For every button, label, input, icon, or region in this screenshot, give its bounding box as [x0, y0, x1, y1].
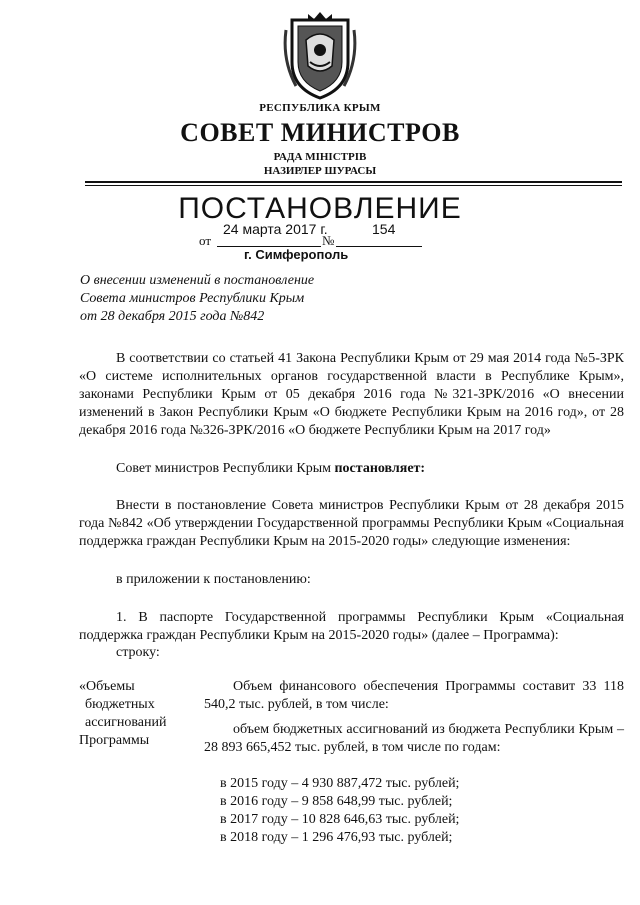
council-name-ua: РАДА МІНІСТРІВ	[273, 151, 367, 163]
year-line: в 2017 году – 10 828 646,63 тыс. рублей;	[220, 812, 460, 827]
year-line: в 2015 году – 4 930 887,472 тыс. рублей;	[220, 776, 460, 791]
doc-title-line: Совета министров Республики Крым	[80, 291, 305, 306]
item-one-paragraph: 1. В паспорте Государственной программы Республики Крым «Социальная поддержка граждан Республики Крым на 2015-2020 годы» (далее – Программа):	[79, 610, 624, 643]
doc-title-line: О внесении изменений в постановление	[80, 273, 315, 288]
year-line: в 2018 году – 1 296 476,93 тыс. рублей;	[220, 830, 453, 845]
left-line: Программы	[79, 733, 150, 748]
city-label: г. Симферополь	[244, 247, 349, 262]
left-line: ассигнований	[85, 715, 167, 730]
decree-date: 24 марта 2017 г.	[223, 221, 328, 237]
preamble-paragraph: В соответствии со статьей 41 Закона Республики Крым от 29 мая 2014 года №5-ЗРК «О системе исполнительных органов государственной власти в Республике Крым», законами Республики Крым от 05 декабря 2016 года №321-ЗРК/2016 «О внесении изменений в Закон Республики Крым «О бюджете Республики Крым на 2016 год», от 28 декабря 2016 года №326-ЗРК/2016 «О бюджете Республики Крым на 2017 год»	[79, 351, 624, 438]
funding-paragraph: Объем финансового обеспечения Программы составит 33 118 540,2 тыс. рублей, в том числе:	[204, 679, 624, 712]
amendment-paragraph: Внести в постановление Совета министров Республики Крым от 28 декабря 2015 года №842 «Об утверждении Государственной программы Республики Крым «Социальная поддержка граждан Республики Крым на 2015-2020 годы» следующие изменения:	[79, 498, 624, 549]
doc-title-line: от 28 декабря 2015 года №842	[80, 309, 265, 324]
council-name: СОВЕТ МИНИСТРОВ	[180, 118, 460, 147]
number-label: №	[322, 233, 335, 248]
council-name-crh: НАЗИРЛЕР ШУРАСЫ	[263, 165, 377, 177]
resolves-word: постановляет:	[334, 461, 426, 476]
republic-label: РЕСПУБЛИКА КРЫМ	[259, 102, 381, 114]
table-left-cell	[79, 678, 199, 750]
row-label: строку:	[116, 645, 160, 660]
header-rule-thin	[85, 185, 622, 186]
left-line: «Объемы	[79, 679, 135, 694]
header-rule-thick	[85, 181, 622, 183]
decree-title: ПОСТАНОВЛЕНИЕ	[178, 192, 462, 225]
coat-of-arms-emblem	[282, 10, 358, 102]
decree-number: 154	[372, 221, 396, 237]
date-label: от	[199, 233, 212, 248]
year-line: в 2016 году – 9 858 648,99 тыс. рублей;	[220, 794, 453, 809]
resolves-paragraph: Совет министров Республики Крым постановляет:	[116, 461, 426, 476]
number-underline	[336, 246, 422, 247]
budget-paragraph: объем бюджетных ассигнований из бюджета Республики Крым – 28 893 665,452 тыс. рублей, в том числе по годам:	[204, 722, 624, 755]
left-line: бюджетных	[85, 697, 155, 712]
annex-paragraph: в приложении к постановлению:	[116, 572, 311, 587]
